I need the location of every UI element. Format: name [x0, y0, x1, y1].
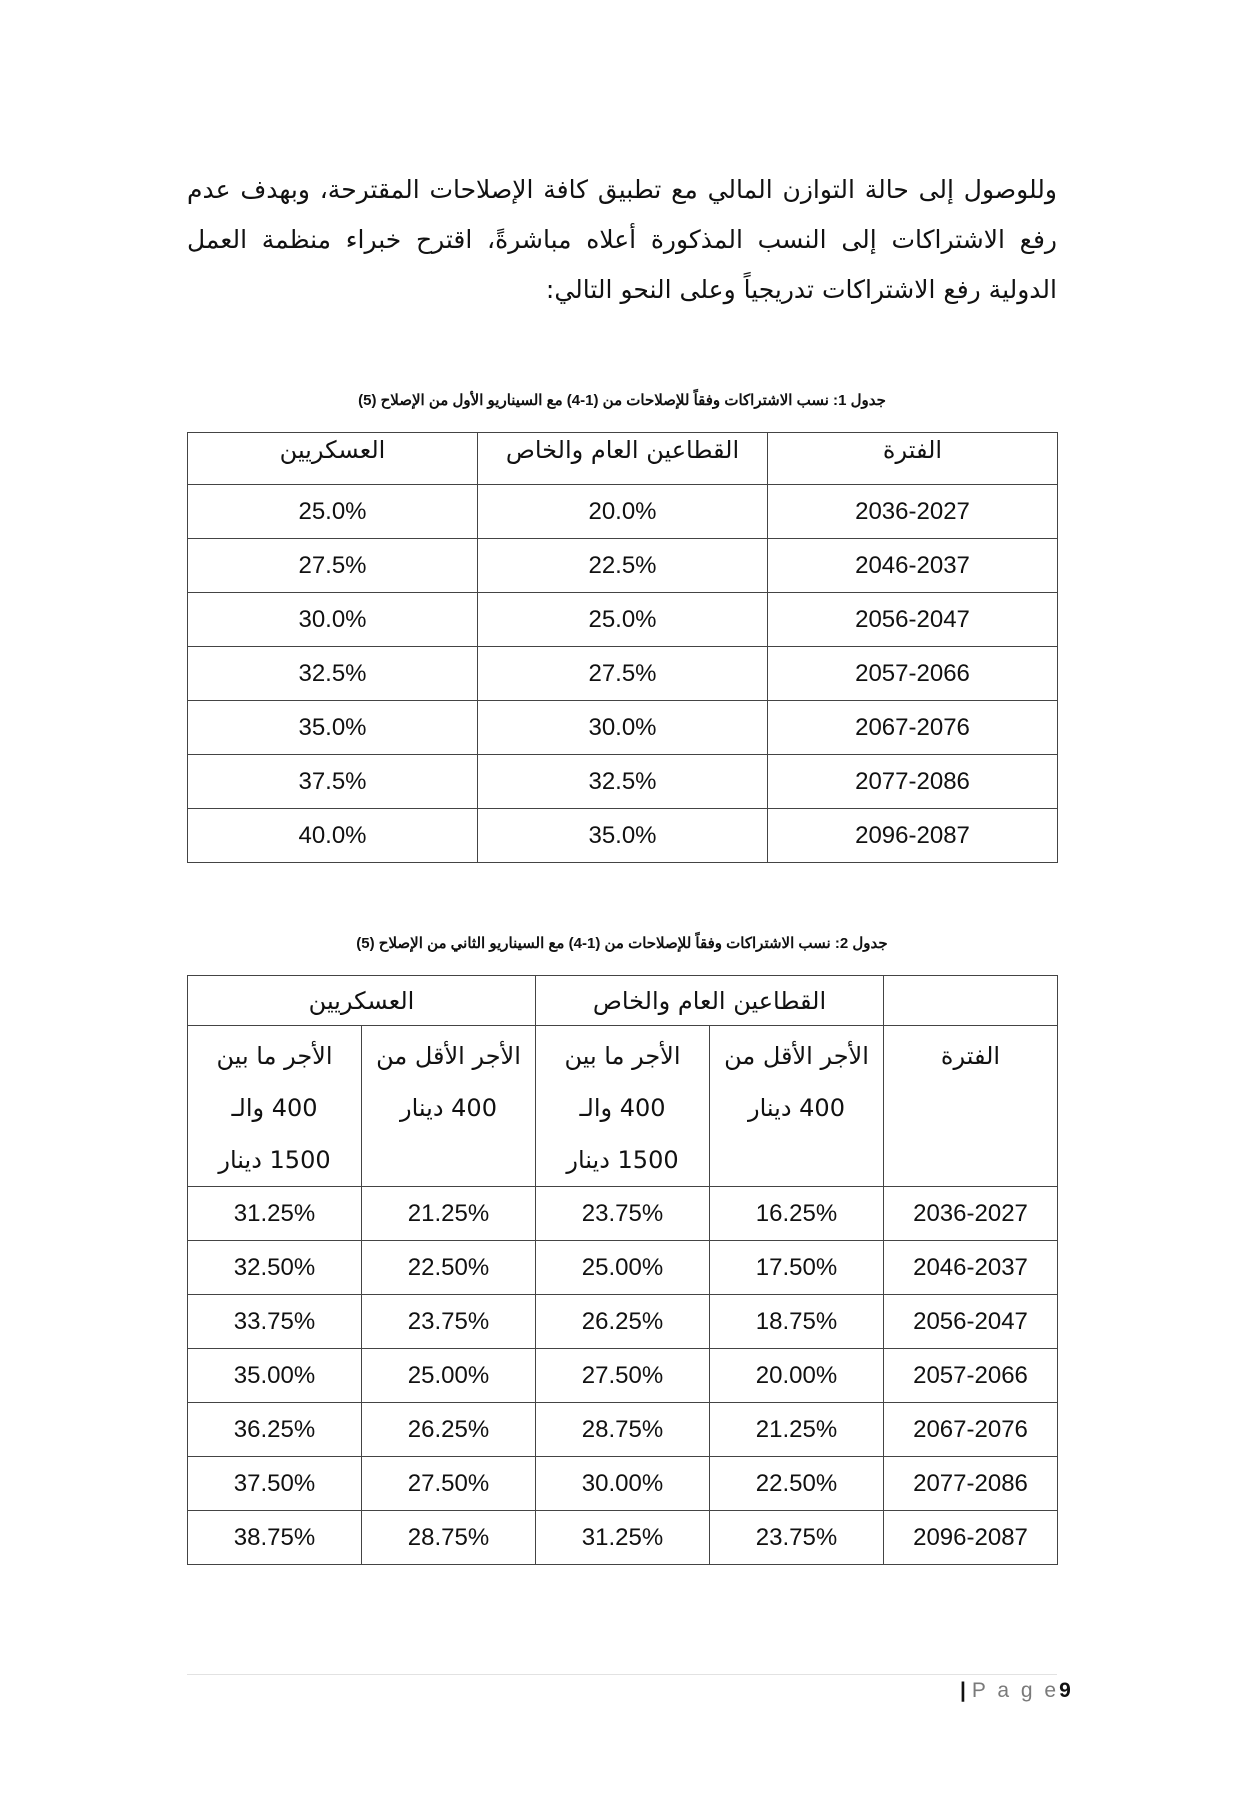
table1-cell: 30.0% — [188, 593, 478, 647]
table2-group-header-military: العسكريين — [188, 976, 536, 1026]
table2-cell: 2036-2027 — [884, 1187, 1058, 1241]
intro-paragraph: وللوصول إلى حالة التوازن المالي مع تطبيق كافة الإصلاحات المقترحة، وبهدف عدم رفع الاشتراكات إلى النسب المذكورة أعلاه مباشرةً، اقترح خبراء منظمة العمل الدولية رفع الاشتراكات تدريجياً وعلى النحو التالي: — [187, 175, 1057, 304]
table2-header-period: الفترة — [884, 1026, 1058, 1187]
table1-header-military: العسكريين — [188, 433, 478, 485]
table2-cell: 31.25% — [536, 1511, 710, 1565]
table1-cell: 2036-2027 — [768, 485, 1058, 539]
table2-sub-header-row — [188, 1026, 1058, 1187]
table-row — [188, 1295, 1058, 1349]
table1-cell: 30.0% — [478, 701, 768, 755]
table1-cell: 37.5% — [188, 755, 478, 809]
table2-subheader — [188, 1026, 362, 1187]
table2-cell: 20.00% — [710, 1349, 884, 1403]
table2-cell: 2057-2066 — [884, 1349, 1058, 1403]
table2-cell: 21.25% — [362, 1187, 536, 1241]
page-number: 9 — [1059, 1679, 1071, 1702]
table2-cell: 38.75% — [188, 1511, 362, 1565]
table-row — [188, 1511, 1058, 1565]
table1-cell: 22.5% — [478, 539, 768, 593]
subheader-line: 400 دينار — [400, 1094, 497, 1122]
footer-divider — [187, 1674, 1057, 1675]
table2-cell: 31.25% — [188, 1187, 362, 1241]
footer-separator: | — [960, 1679, 966, 1702]
table1-cell: 20.0% — [478, 485, 768, 539]
table2-group-header-empty — [884, 976, 1058, 1026]
table2-subheader — [536, 1026, 710, 1187]
table2-group-header-public-private: القطاعين العام والخاص — [536, 976, 884, 1026]
footer-page-label: P a g e — [971, 1679, 1060, 1702]
page-footer — [960, 1679, 1071, 1703]
table-row — [188, 539, 1058, 593]
table2-cell: 23.75% — [710, 1511, 884, 1565]
subheader-line: 400 والـ — [231, 1094, 318, 1122]
table-row — [188, 1187, 1058, 1241]
table2-cell: 28.75% — [362, 1511, 536, 1565]
table2-cell: 32.50% — [188, 1241, 362, 1295]
table1-header-period: الفترة — [768, 433, 1058, 485]
table1-cell: 32.5% — [478, 755, 768, 809]
table2-subheader — [710, 1026, 884, 1187]
table2-cell: 17.50% — [710, 1241, 884, 1295]
table2-group-header-row — [188, 976, 1058, 1026]
table2-cell: 2046-2037 — [884, 1241, 1058, 1295]
table-row — [188, 1241, 1058, 1295]
table1-cell: 27.5% — [188, 539, 478, 593]
table1-cell: 2077-2086 — [768, 755, 1058, 809]
table-row — [188, 1349, 1058, 1403]
table2-cell: 18.75% — [710, 1295, 884, 1349]
subheader-line: الأجر ما بين — [216, 1042, 333, 1070]
table1-cell: 32.5% — [188, 647, 478, 701]
table2-cell: 33.75% — [188, 1295, 362, 1349]
table2-cell: 37.50% — [188, 1457, 362, 1511]
table2-cell: 30.00% — [536, 1457, 710, 1511]
table1-header-row — [188, 433, 1058, 485]
table2-cell: 36.25% — [188, 1403, 362, 1457]
table2-cell: 35.00% — [188, 1349, 362, 1403]
table1-cell: 2056-2047 — [768, 593, 1058, 647]
table1-cell: 25.0% — [478, 593, 768, 647]
subheader-line: 1500 دينار — [218, 1146, 331, 1174]
subheader-line: 400 والـ — [579, 1094, 666, 1122]
table-row — [188, 1403, 1058, 1457]
table2 — [187, 975, 1058, 1565]
table1-caption: جدول 1: نسب الاشتراكات وفقاً للإصلاحات من (1-4) مع السيناريو الأول من الإصلاح (5) — [358, 392, 886, 409]
table2-cell: 27.50% — [362, 1457, 536, 1511]
subheader-line: 400 دينار — [748, 1094, 845, 1122]
table2-cell: 25.00% — [536, 1241, 710, 1295]
table1-header-public-private: القطاعين العام والخاص — [478, 433, 768, 485]
table-row — [188, 647, 1058, 701]
table2-cell: 2067-2076 — [884, 1403, 1058, 1457]
table2-cell: 2056-2047 — [884, 1295, 1058, 1349]
table2-cell: 21.25% — [710, 1403, 884, 1457]
subheader-line: الأجر ما بين — [564, 1042, 681, 1070]
table2-cell: 25.00% — [362, 1349, 536, 1403]
table1-cell: 25.0% — [188, 485, 478, 539]
table2-cell: 22.50% — [710, 1457, 884, 1511]
table1-cell: 35.0% — [188, 701, 478, 755]
table-row — [188, 593, 1058, 647]
table2-cell: 2096-2087 — [884, 1511, 1058, 1565]
subheader-line: 1500 دينار — [566, 1146, 679, 1174]
table-row — [188, 701, 1058, 755]
table2-cell: 28.75% — [536, 1403, 710, 1457]
table2-cell: 26.25% — [536, 1295, 710, 1349]
table2-cell: 23.75% — [536, 1187, 710, 1241]
table-row — [188, 1457, 1058, 1511]
table2-caption: جدول 2: نسب الاشتراكات وفقاً للإصلاحات من (1-4) مع السيناريو الثاني من الإصلاح (5) — [356, 935, 888, 952]
table1-cell: 2057-2066 — [768, 647, 1058, 701]
subheader-line: الأجر الأقل من — [376, 1042, 521, 1070]
table2-cell: 23.75% — [362, 1295, 536, 1349]
table1-cell: 2096-2087 — [768, 809, 1058, 863]
table1-cell: 2046-2037 — [768, 539, 1058, 593]
table2-cell: 2077-2086 — [884, 1457, 1058, 1511]
table1 — [187, 432, 1058, 863]
subheader-line: الأجر الأقل من — [724, 1042, 869, 1070]
table-row — [188, 809, 1058, 863]
table1-cell: 27.5% — [478, 647, 768, 701]
table2-subheader — [362, 1026, 536, 1187]
table2-cell: 16.25% — [710, 1187, 884, 1241]
table-row — [188, 755, 1058, 809]
table1-cell: 40.0% — [188, 809, 478, 863]
table2-cell: 27.50% — [536, 1349, 710, 1403]
table2-cell: 26.25% — [362, 1403, 536, 1457]
table1-cell: 2067-2076 — [768, 701, 1058, 755]
table-row — [188, 485, 1058, 539]
table1-cell: 35.0% — [478, 809, 768, 863]
table2-cell: 22.50% — [362, 1241, 536, 1295]
